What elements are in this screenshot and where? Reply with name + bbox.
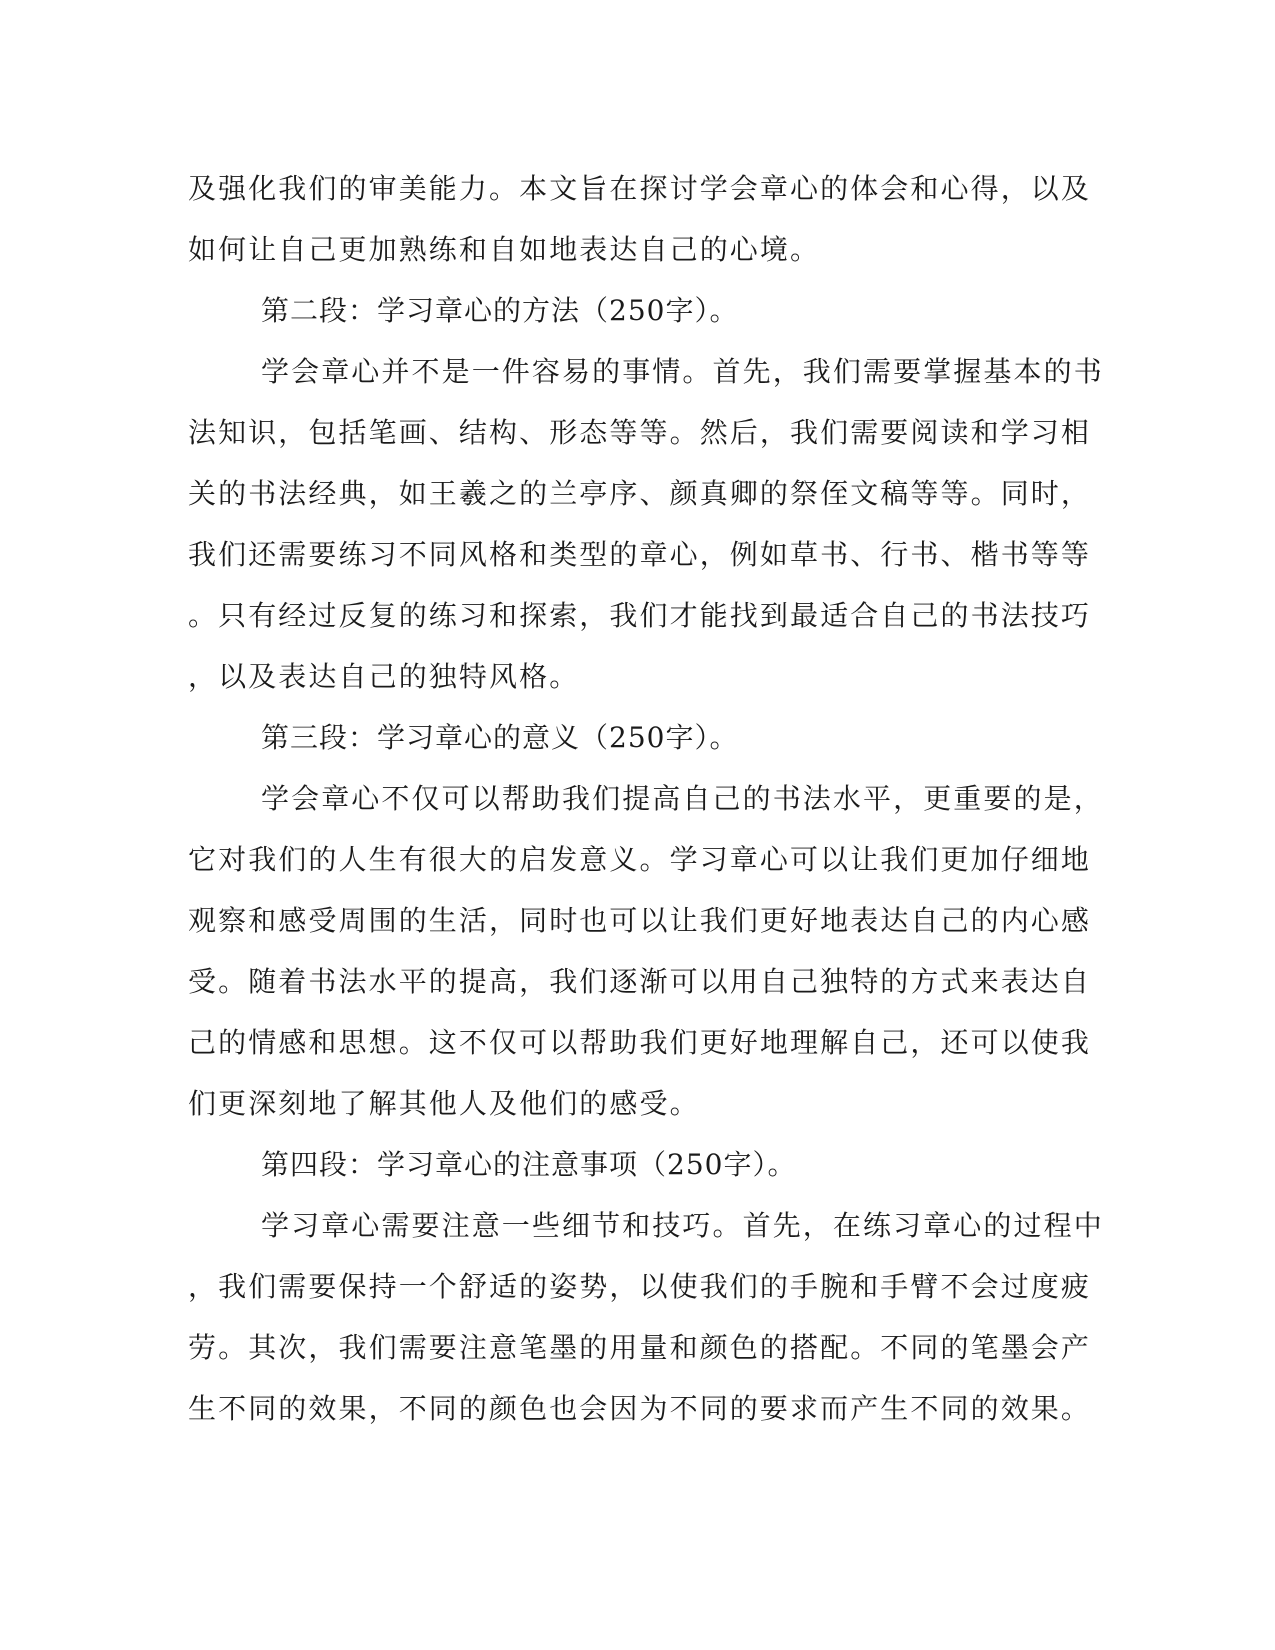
text-line: 学会章心不仅可以帮助我们提高自己的书法水平，更重要的是，: [261, 782, 1104, 815]
text-line: ，我们需要保持一个舒适的姿势，以使我们的手腕和手臂不会过度疲: [188, 1270, 1092, 1303]
text-line: 生不同的效果，不同的颜色也会因为不同的要求而产生不同的效果。: [188, 1392, 1092, 1425]
text-line: 受。随着书法水平的提高，我们逐渐可以用自己独特的方式来表达自: [188, 965, 1092, 998]
text-line: ，以及表达自己的独特风格。: [188, 660, 580, 693]
text-line: 观察和感受周围的生活，同时也可以让我们更好地表达自己的内心感: [188, 904, 1092, 937]
document-body: [188, 158, 1104, 1439]
text-line: 它对我们的人生有很大的启发意义。学习章心可以让我们更加仔细地: [188, 843, 1092, 876]
text-line: 们更深刻地了解其他人及他们的感受。: [188, 1087, 700, 1120]
section-heading: 第二段：学习章心的方法（250字）。: [261, 294, 739, 327]
text-line: 学习章心需要注意一些细节和技巧。首先，在练习章心的过程中: [261, 1209, 1104, 1242]
text-line: 及强化我们的审美能力。本文旨在探讨学会章心的体会和心得，以及: [188, 172, 1092, 205]
section-heading: 第三段：学习章心的意义（250字）。: [261, 721, 739, 754]
section-heading: 第四段：学习章心的注意事项（250字）。: [261, 1148, 797, 1181]
text-line: 己的情感和思想。这不仅可以帮助我们更好地理解自己，还可以使我: [188, 1026, 1092, 1059]
text-line: 学会章心并不是一件容易的事情。首先，我们需要掌握基本的书: [261, 355, 1104, 388]
text-line: 我们还需要练习不同风格和类型的章心，例如草书、行书、楷书等等: [188, 538, 1092, 571]
text-line: 。只有经过反复的练习和探索，我们才能找到最适合自己的书法技巧: [188, 599, 1092, 632]
text-line: 关的书法经典，如王羲之的兰亭序、颜真卿的祭侄文稿等等。同时，: [188, 477, 1092, 510]
text-line: 法知识，包括笔画、结构、形态等等。然后，我们需要阅读和学习相: [188, 416, 1092, 449]
text-line: 劳。其次，我们需要注意笔墨的用量和颜色的搭配。不同的笔墨会产: [188, 1331, 1092, 1364]
text-line: 如何让自己更加熟练和自如地表达自己的心境。: [188, 233, 821, 266]
